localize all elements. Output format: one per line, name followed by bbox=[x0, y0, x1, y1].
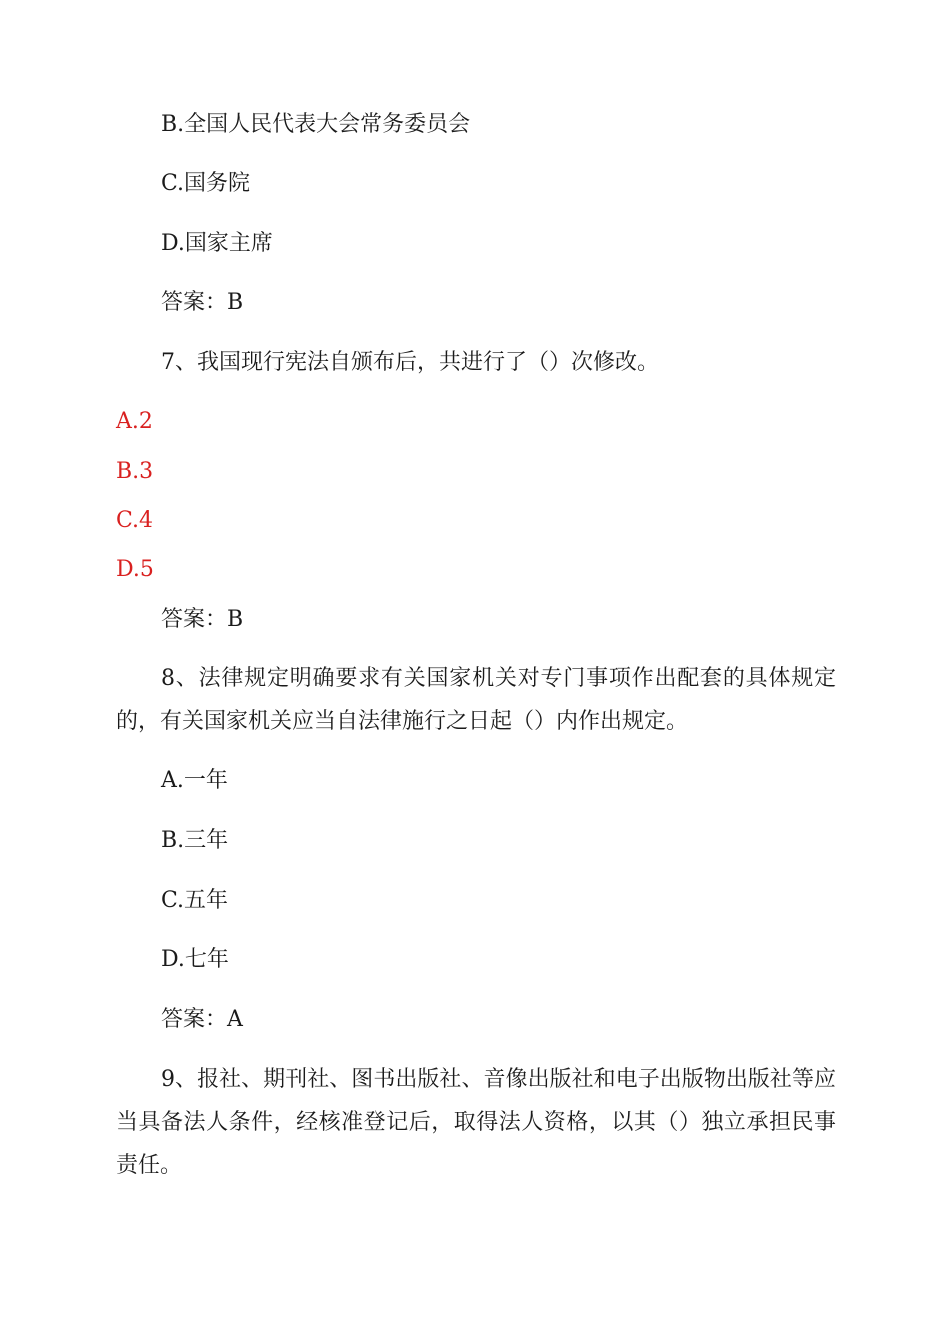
q7-option-c: C.4 bbox=[116, 508, 154, 533]
q8-option-d: D.七年 bbox=[161, 947, 229, 972]
q7-option-a: A.2 bbox=[116, 409, 153, 434]
q7-option-b: B.3 bbox=[116, 459, 154, 484]
q8-question: 8、法律规定明确要求有关国家机关对专门事项作出配套的具体规定的，有关国家机关应当自法律施行之日起（）内作出规定。 bbox=[116, 666, 836, 734]
q7-option-d: D.5 bbox=[116, 557, 154, 582]
q7-answer: 答案：B bbox=[161, 607, 244, 632]
q6-option-c: C.国务院 bbox=[161, 171, 251, 196]
q8-answer: 答案：A bbox=[161, 1007, 243, 1032]
q8-option-b: B.三年 bbox=[161, 828, 229, 853]
q8-option-a: A.一年 bbox=[161, 768, 228, 793]
q7-question: 7、我国现行宪法自颁布后，共进行了（）次修改。 bbox=[161, 350, 659, 375]
q8-option-c: C.五年 bbox=[161, 888, 229, 913]
q6-option-b: B.全国人民代表大会常务委员会 bbox=[161, 112, 471, 137]
q6-answer: 答案：B bbox=[161, 290, 244, 315]
q9-question: 9、报社、期刊社、图书出版社、音像出版社和电子出版物出版社等应当具备法人条件，经核准登记后，取得法人资格，以其（）独立承担民事责任。 bbox=[116, 1067, 836, 1178]
q6-option-d: D.国家主席 bbox=[161, 231, 273, 256]
